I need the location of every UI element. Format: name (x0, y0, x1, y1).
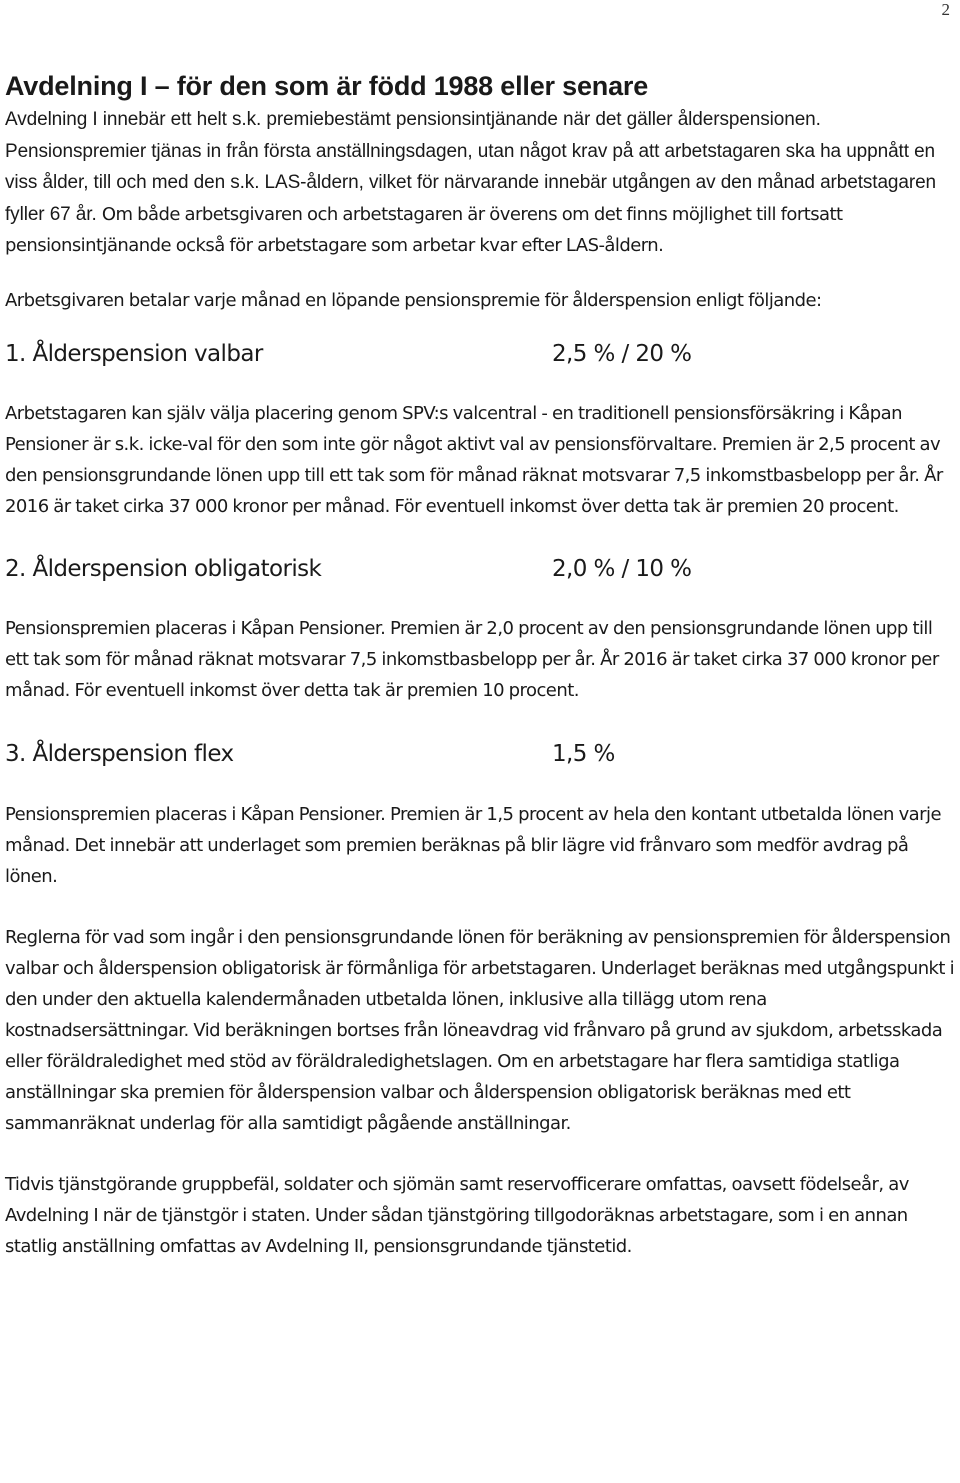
rules-paragraph: Reglerna för vad som ingår i den pensionsgrundande lönen för beräkning av pensionspremien för ålderspension valbar och ålderspension obligatorisk är förmånliga för arbetstagaren. Underlaget beräknas med utgångspunkt i den under den aktuella kalendermånaden utbetalda lönen, inklusive alla tillägg utom rena kostnadsersättningar. Vid beräkningen bortses från löneavdrag vid frånvaro på grund av sjukdom, arbetsskada eller föräldraledighet med stöd av föräldraledighetslagen. Om en arbetstagare har flera samtidiga statliga anställningar ska premien för ålderspension valbar och ålderspension obligatorisk beräknas med ett sammanräknat underlag för alla samtidigt pågående anställningar. (5, 926, 955, 1134)
employer-paragraph: Arbetsgivaren betalar varje månad en löpande pensionspremie för ålderspension enligt följande: (5, 289, 822, 311)
section-heading-obligatorisk (5, 553, 955, 585)
intro-paragraph-part1: Avdelning I innebär ett helt s.k. premiebestämt pensionsintjänande när det gäller ålderspensionen. Pensionspremier tjänas in från första anställningsdagen, utan något krav på att arbetstagaren ska ha uppnått en viss ålder, till och med den s.k. LAS-åldern, vilket för närvarande innebär utgången av den månad arbetstagaren fyller 67 år. (5, 109, 937, 225)
section-rate-flex: 1,5 % (552, 740, 615, 767)
section-title-flex: 3. Ålderspension flex (5, 740, 234, 767)
section-rate-obligatorisk: 2,0 % / 10 % (552, 555, 692, 582)
intro-paragraph-part2: Om både arbetsgivaren och arbetstagaren är överens om det finns möjlighet till fortsatt pensionsintjänande också för arbetstagare som arbetar kvar efter LAS-åldern. (5, 203, 843, 256)
section-text-obligatorisk: Pensionspremien placeras i Kåpan Pensioner. Premien är 2,0 procent av den pensionsgrundande lönen upp till ett tak som för månad räknat motsvarar 7,5 inkomstbasbelopp per år. År 2016 är taket cirka 37 000 kronor per månad. För eventuell inkomst över detta tak är premien 10 procent. (5, 617, 939, 701)
section-title-valbar: 1. Ålderspension valbar (5, 340, 263, 367)
section-text-flex: Pensionspremien placeras i Kåpan Pensioner. Premien är 1,5 procent av hela den kontant utbetalda lönen varje månad. Det innebär att underlaget som premien beräknas på blir lägre vid frånvaro som medför avdrag på lönen. (5, 803, 941, 887)
section-title-obligatorisk: 2. Ålderspension obligatorisk (5, 555, 322, 582)
page-heading: Avdelning I – för den som är född 1988 eller senare (5, 71, 649, 101)
section-heading-flex (5, 738, 955, 770)
military-paragraph: Tidvis tjänstgörande gruppbefäl, soldater och sjömän samt reservofficerare omfattas, oavsett födelseår, av Avdelning I när de tjänstgör i staten. Under sådan tjänstgöring tillgodoräknas arbetstagare, som i en annan statlig anställning omfattas av Avdelning II, pensionsgrundande tjänstetid. (5, 1173, 909, 1257)
document-body (5, 70, 955, 1262)
section-heading-valbar (5, 338, 955, 370)
section-rate-valbar: 2,5 % / 20 % (552, 340, 692, 367)
section-text-valbar: Arbetstagaren kan själv välja placering genom SPV:s valcentral - en traditionell pensionsförsäkring i Kåpan Pensioner är s.k. icke-val för den som inte gör något aktivt val av pensionsförvaltare. Premien är 2,5 procent av den pensionsgrundande lönen upp till ett tak som för månad räknat motsvarar 7,5 inkomstbasbelopp per år. År 2016 är taket cirka 37 000 kronor per månad. För eventuell inkomst över detta tak är premien 20 procent. (5, 402, 943, 517)
page-number: 2 (941, 0, 950, 19)
intro-paragraph (5, 104, 955, 262)
